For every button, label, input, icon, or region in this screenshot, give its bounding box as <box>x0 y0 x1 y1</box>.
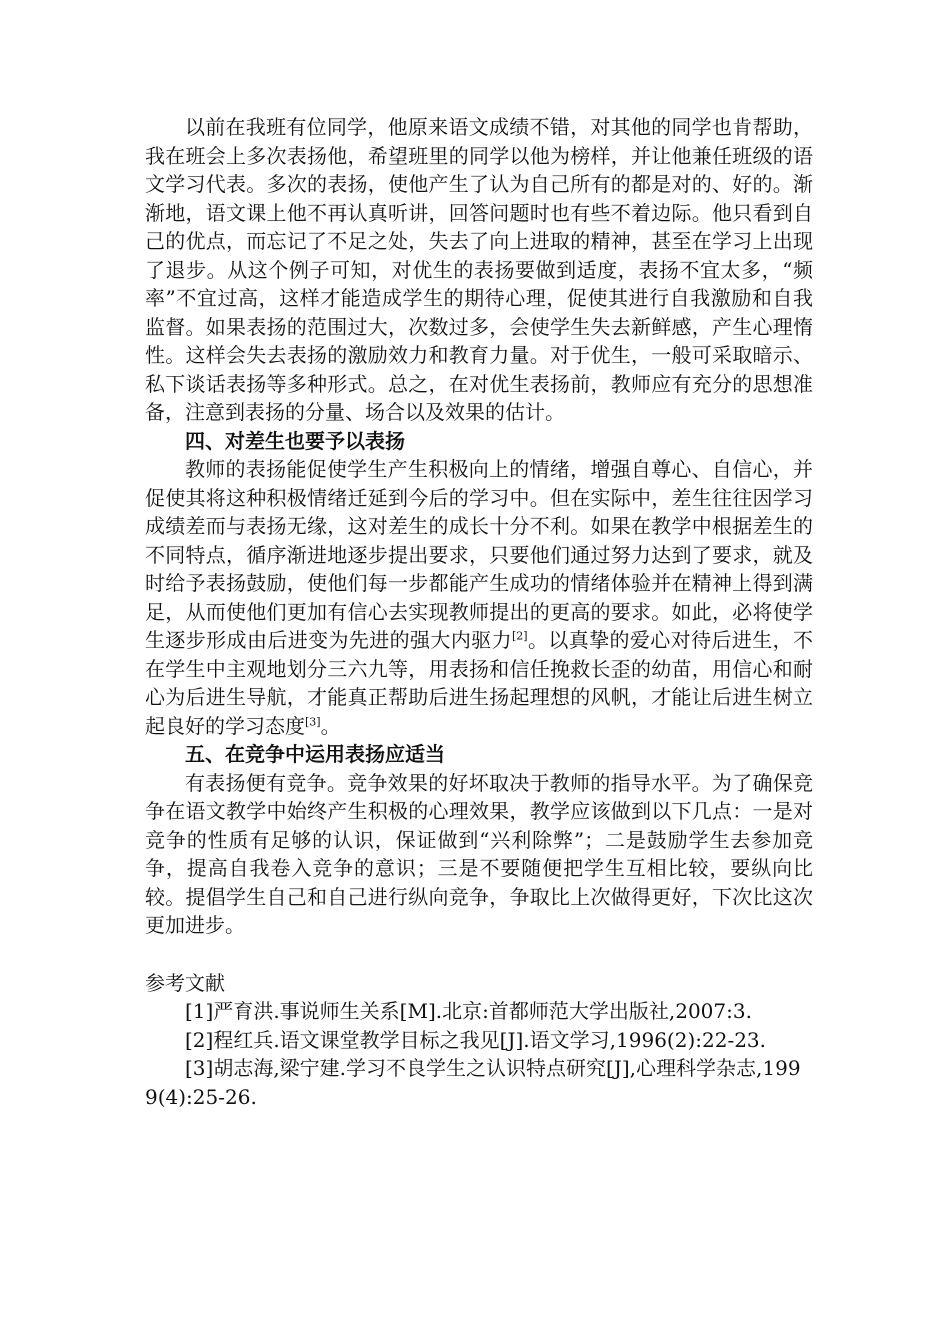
body-paragraph-section-4 <box>145 455 813 740</box>
section-heading-4: 四、对差生也要予以表扬 <box>185 428 405 453</box>
reference-item-1: [1]严育洪.事说师生关系[M].北京:首都师范大学出版社,2007:3. <box>185 999 752 1023</box>
document-page <box>145 113 813 1111</box>
reference-item-2: [2]程红兵.语文课堂教学目标之我见[J].语文学习,1996(2):22-23. <box>185 1027 767 1052</box>
body-paragraph-outstanding-student-example: 以前在我班有位同学，他原来语文成绩不错，对其他的同学也肯帮助，我在班会上多次表扬他，希望班里的同学以他为榜样，并让他兼任班级的语文学习代表。多次的表扬，使他产生了认为自己所有的都是对的、好的。渐渐地，语文课上他不再认真听讲，回答问题时也有些不着边际。他只看到自己的优点，而忘记了不足之处，失去了向上进取的精神，甚至在学习上出现了退步。从这个例子可知，对优生的表扬要做到适度，表扬不宜太多，“频率”不宜过高，这样才能造成学生的期待心理，促使其进行自我激励和自我监督。如果表扬的范围过大，次数过多，会使学生失去新鲜感，产生心理惰性。这样会失去表扬的激励效力和教育力量。对于优生，一般可采取暗示、私下谈话表扬等多种形式。总之，在对优生表扬前，教师应有充分的思想准备，注意到表扬的分量、场合以及效果的估计。 <box>145 115 813 424</box>
references-title: 参考文献 <box>145 970 225 995</box>
section-4-text-part-2: 。以真挚的爱心对待后进生，不在学生中主观地划分三六九等，用表扬和信任挽救长歪的幼苗，用信心和耐心为后进生导航，才能真正帮助后进生扬起理想的风帆，才能让后进生树立起良好的学习态度 <box>145 628 814 738</box>
section-4-text-part-3: 。 <box>320 713 341 738</box>
body-paragraph-section-5: 有表扬便有竞争。竞争效果的好坏取决于教师的指导水平。为了确保竞争在语文教学中始终产生积极的心理效果，教学应该做到以下几点：一是对竞争的性质有足够的认识，保证做到“兴利除弊”；二是鼓励学生去参加竞争，提高自我卷入竞争的意识；三是不要随便把学生互相比较，要纵向比较。提倡学生自己和自己进行纵向竞争，争取比上次做得更好，下次比这次更加进步。 <box>145 770 813 937</box>
citation-marker-3: [3] <box>305 714 321 728</box>
section-4-text-part-1: 教师的表扬能促使学生产生积极向上的情绪，增强自尊心、自信心，并促使其将这种积极情绪迁延到今后的学习中。但在实际中，差生往往因学习成绩差而与表扬无缘，这对差生的成长十分不利。如果在教学中根据差生的不同特点，循序渐进地逐步提出要求，只要他们通过努力达到了要求，就及时给予表扬鼓励，使他们每一步都能产生成功的情绪体验并在精神上得到满足，从而使他们更加有信心去实现教师提出的更高的要求。如此，必将使学生逐步形成由后进变为先进的强大内驱力 <box>145 457 813 652</box>
reference-item-3: [3]胡志海,梁宁建.学习不良学生之认识特点研究[J],心理科学杂志,1999(4):25-26. <box>145 1056 801 1109</box>
section-heading-5: 五、在竞争中运用表扬应适当 <box>185 742 445 766</box>
citation-marker-2: [2] <box>511 629 528 643</box>
